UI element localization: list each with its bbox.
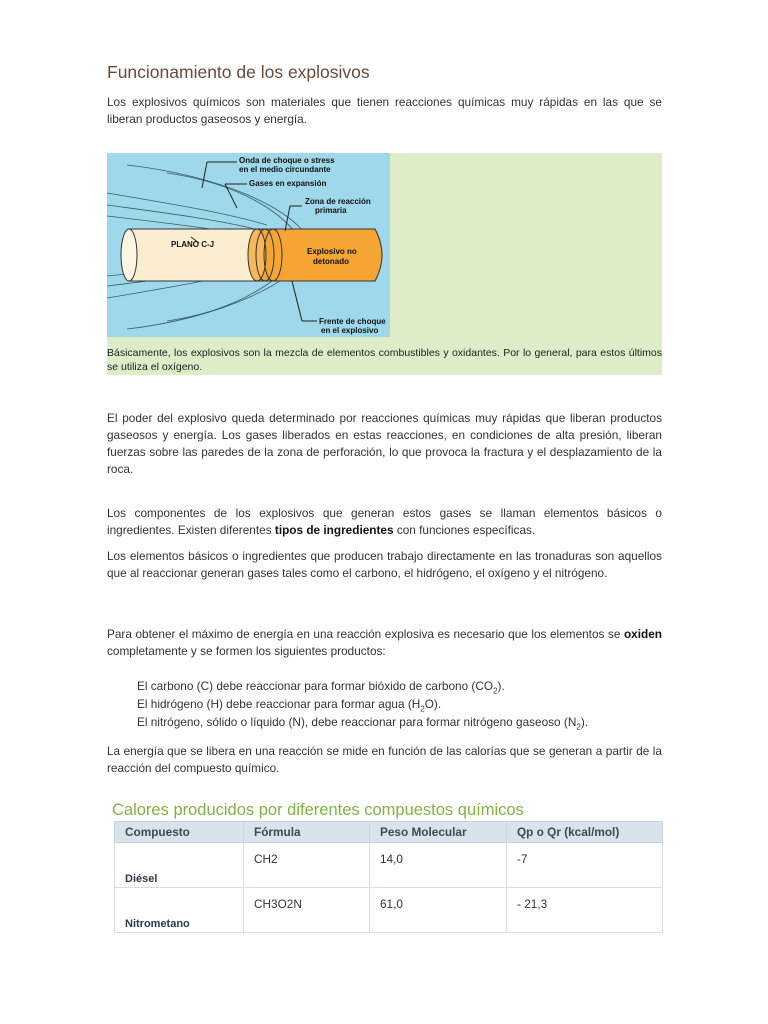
table-title: Calores producidos por diferentes compuestos químicos: [112, 801, 524, 819]
paragraph-poder: El poder del explosivo queda determinado por reacciones químicas muy rápidas que liberan productos gaseosos y energía. Los gases liberados en estas reacciones, en condiciones de alta presión, liberan fuerzas sobre las paredes de la zona de perforación, lo que provoca la fractura y el desplazamiento de la roca.: [107, 411, 662, 476]
label-frente2: en el explosivo: [321, 326, 379, 335]
list-item: El carbono (C) debe reaccionar para formar bióxido de carbono $(CO_2)$.: [137, 679, 505, 696]
list-item: El nitrógeno, sólido o líquido (N), debe reaccionar para formar nitrógeno gaseoso $(N_2)$.: [137, 715, 589, 732]
table-cell: 61,0: [370, 888, 507, 933]
table-header-cell: Fórmula: [244, 822, 370, 843]
table-cell: - 21,3: [507, 888, 663, 933]
label-gases: Gases en expansión: [249, 179, 327, 188]
table-cell: Diésel: [115, 843, 244, 888]
label-explosivo2: detonado: [313, 257, 349, 266]
label-medio: en el medio circundante: [239, 165, 331, 174]
table-cell: Nitrometano: [115, 888, 244, 933]
table-header-cell: Qp o Qr (kcal/mol): [507, 822, 663, 843]
figure-caption: Básicamente, los explosivos son la mezcla de elementos combustibles y oxidantes. Por lo general, para estos últimos se utiliza el oxígeno.: [107, 347, 662, 373]
explosive-diagram-image: [107, 153, 390, 337]
table-row: [115, 888, 663, 933]
table-header-cell: Peso Molecular: [370, 822, 507, 843]
paragraph-energia: La energía que se libera en una reacción se mide en función de las calorías que se generan a partir de la reacción del compuesto químico.: [107, 744, 662, 775]
paragraph-componentes: [107, 505, 662, 539]
intro-paragraph: Los explosivos químicos son materiales que tienen reacciones químicas muy rápidas en las que se liberan productos gaseosos y energía.: [107, 95, 662, 126]
paragraph-maximo-energia: [107, 626, 662, 660]
paragraph-maximo-text: Para obtener el máximo de energía en una reacción explosiva es necesario que los elementos se: [107, 627, 624, 641]
table-cell: -7: [507, 843, 663, 888]
label-plano: PLANO C-J: [171, 240, 215, 249]
page-title: Funcionamiento de los explosivos: [107, 62, 370, 82]
paragraph-componentes-text: Los componentes de los explosivos que generan estos gases se llaman elementos básicos o ingredientes. Existen diferentes: [107, 506, 662, 537]
label-frente1: Frente de choque: [319, 317, 386, 326]
table-row: [115, 843, 663, 888]
table-cell: CH2: [244, 843, 370, 888]
link-tipos-de-ingredientes[interactable]: tipos de ingredientes: [274, 523, 394, 537]
table-header-row: [115, 822, 663, 843]
explosive-diagram-svg: [107, 153, 390, 337]
figure-panel: [107, 153, 662, 375]
table-cell: CH3O2N: [244, 888, 370, 933]
label-onda: Onda de choque o stress: [239, 156, 335, 165]
paragraph-componentes-end: con funciones específicas.: [393, 523, 536, 537]
label-zona1: Zona de reacción: [305, 197, 371, 206]
label-zona2: primaria: [315, 206, 347, 215]
calories-table: [114, 821, 663, 933]
table-cell: 14,0: [370, 843, 507, 888]
table-header-cell: Compuesto: [115, 822, 244, 843]
label-explosivo1: Explosivo no: [307, 247, 357, 256]
paragraph-elementos-basicos: Los elementos básicos o ingredientes que producen trabajo directamente en las tronaduras son aquellos que al reaccionar generan gases tales como el carbono, el hidrógeno, el oxígeno y el nitrógeno.: [107, 549, 662, 580]
list-item: El hidrógeno (H) debe reaccionar para formar agua $(H_2O)$.: [137, 697, 442, 714]
link-oxiden[interactable]: oxiden: [623, 627, 662, 641]
paragraph-maximo-end: completamente y se formen los siguientes productos:: [107, 644, 386, 658]
